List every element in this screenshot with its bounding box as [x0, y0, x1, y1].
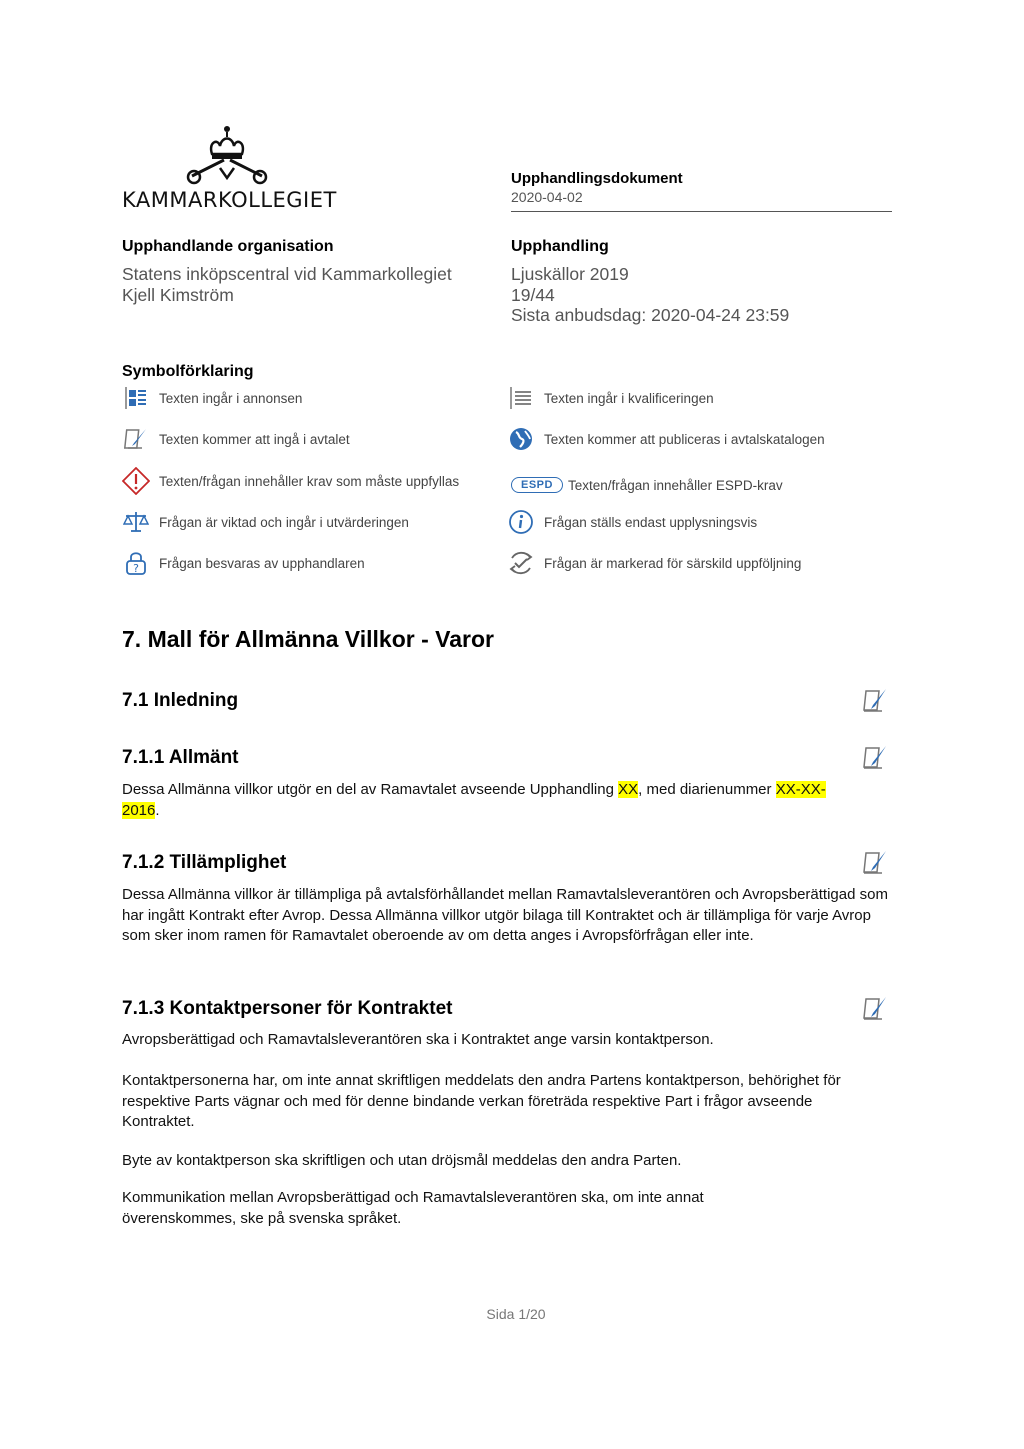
- legend-label: Texten/frågan innehåller ESPD-krav: [567, 477, 783, 493]
- paragraph-7-1-3-c: Byte av kontaktperson ska skriftligen och utan dröjsmål meddelas den andra Parten.: [122, 1152, 682, 1169]
- contract-edit-icon: [122, 425, 150, 453]
- scales-icon: [122, 508, 150, 536]
- paragraph-7-1-3-b: Kontaktpersonerna har, om inte annat skriftligen meddelats den andra Partens kontaktperson, behörighet för respektive Parts vägnar och med för denne bindande verkan företräda respektive Part i frågor avseende Kontraktet.: [122, 1072, 841, 1131]
- section-title: 7. Mall för Allmänna Villkor - Varor: [122, 626, 494, 652]
- kammarkollegiet-logo: [122, 124, 337, 214]
- document-type: Upphandlingsdokument: [511, 170, 683, 187]
- org-label: Upphandlande organisation: [122, 238, 334, 255]
- placeholder-highlight: XX: [618, 781, 639, 798]
- contract-edit-icon: [862, 688, 888, 714]
- legend-item: [122, 548, 365, 578]
- heading-7-1: 7.1 Inledning: [122, 690, 239, 711]
- org-name: Statens inköpscentral vid Kammarkollegiet: [122, 264, 452, 284]
- legend-label: Frågan är viktad och ingår i utvärderingen: [159, 514, 409, 530]
- legend-item: [122, 424, 350, 454]
- legend-label: Texten/frågan innehåller krav som måste uppfyllas: [159, 473, 460, 489]
- legend-label: Texten kommer att publiceras i avtalskatalogen: [544, 431, 825, 447]
- legend-label: Texten ingår i kvalificeringen: [544, 390, 714, 406]
- followup-icon: [507, 549, 535, 577]
- legend-item: [122, 383, 302, 413]
- legend-item: [507, 548, 801, 578]
- warning-icon: [122, 467, 150, 495]
- lock-question-icon: [122, 549, 150, 577]
- heading-7-1-3: 7.1.3 Kontaktpersoner för Kontraktet: [122, 998, 453, 1019]
- legend-label: Texten ingår i annonsen: [159, 390, 303, 406]
- legend-title: Symbolförklaring: [122, 363, 254, 380]
- legend-item: [122, 466, 459, 496]
- page-number: Sida 1/20: [486, 1306, 546, 1322]
- paragraph-7-1-3-d: Kommunikation mellan Avropsberättigad och Ramavtalsleverantören ska, om inte annat överenskommes, ske på svenska språket.: [122, 1189, 704, 1227]
- placeholder-highlight: XX-XX-: [775, 781, 826, 798]
- contract-edit-icon: [862, 996, 888, 1022]
- logo-wordmark: KAMMARKOLLEGIET: [122, 188, 337, 212]
- org-contact: Kjell Kimström: [122, 284, 234, 305]
- paragraph-text: Dessa Allmänna villkor är tillämpliga på avtalsförhållandet mellan Ramavtalsleverantören och Avropsberättigad som har ingått Kontrakt efter Avrop. Dessa Allmänna villkor utgör bilaga till Kontraktet och är tillämpliga för varje Avrop som sker inom ramen för Ramavtalet oberoende av om detta anges i Avropsförfrågan eller inte.: [122, 886, 888, 945]
- contract-edit-icon: [862, 850, 888, 876]
- contract-edit-icon: [862, 745, 888, 771]
- paragraph-7-1-2: [122, 885, 897, 947]
- info-icon: [507, 508, 535, 536]
- legend-label: Frågan är markerad för särskild uppföljning: [544, 555, 802, 571]
- procurement-label: Upphandling: [511, 238, 609, 255]
- svg-text:?: ?: [133, 562, 139, 575]
- legend-item: [507, 507, 757, 537]
- heading-7-1-1: 7.1.1 Allmänt: [122, 747, 239, 768]
- globe-icon: [507, 425, 535, 453]
- text-segment: , med diarienummer: [638, 781, 776, 798]
- legend-item: [507, 383, 714, 413]
- crown-emblem-icon: [184, 124, 334, 186]
- qualification-icon: [507, 384, 535, 412]
- document-date: 2020-04-02: [511, 189, 583, 205]
- legend-item: [511, 470, 783, 500]
- procurement-deadline: Sista anbudsdag: 2020-04-24 23:59: [511, 305, 790, 325]
- legend-label: Frågan ställs endast upplysningsvis: [544, 514, 758, 530]
- heading-7-1-2: 7.1.2 Tillämplighet: [122, 852, 287, 873]
- legend-label: Texten kommer att ingå i avtalet: [159, 431, 350, 447]
- placeholder-highlight: 2016: [122, 801, 156, 819]
- legend-item: [507, 424, 825, 454]
- paragraph-7-1-3-a: Avropsberättigad och Ramavtalsleverantören ska i Kontraktet ange varsin kontaktperson.: [122, 1031, 714, 1048]
- paragraph-7-1-1: [122, 780, 892, 821]
- text-segment: .: [155, 801, 160, 819]
- announcement-icon: [122, 384, 150, 412]
- legend-item: [122, 507, 409, 537]
- header-divider: [511, 211, 892, 212]
- legend-label: Frågan besvaras av upphandlaren: [159, 555, 365, 571]
- procurement-name: Ljuskällor 2019: [511, 264, 629, 284]
- procurement-number: 19/44: [511, 284, 555, 305]
- text-segment: Dessa Allmänna villkor utgör en del av Ramavtalet avseende Upphandling: [122, 781, 619, 798]
- espd-badge-icon: ESPD: [511, 477, 563, 493]
